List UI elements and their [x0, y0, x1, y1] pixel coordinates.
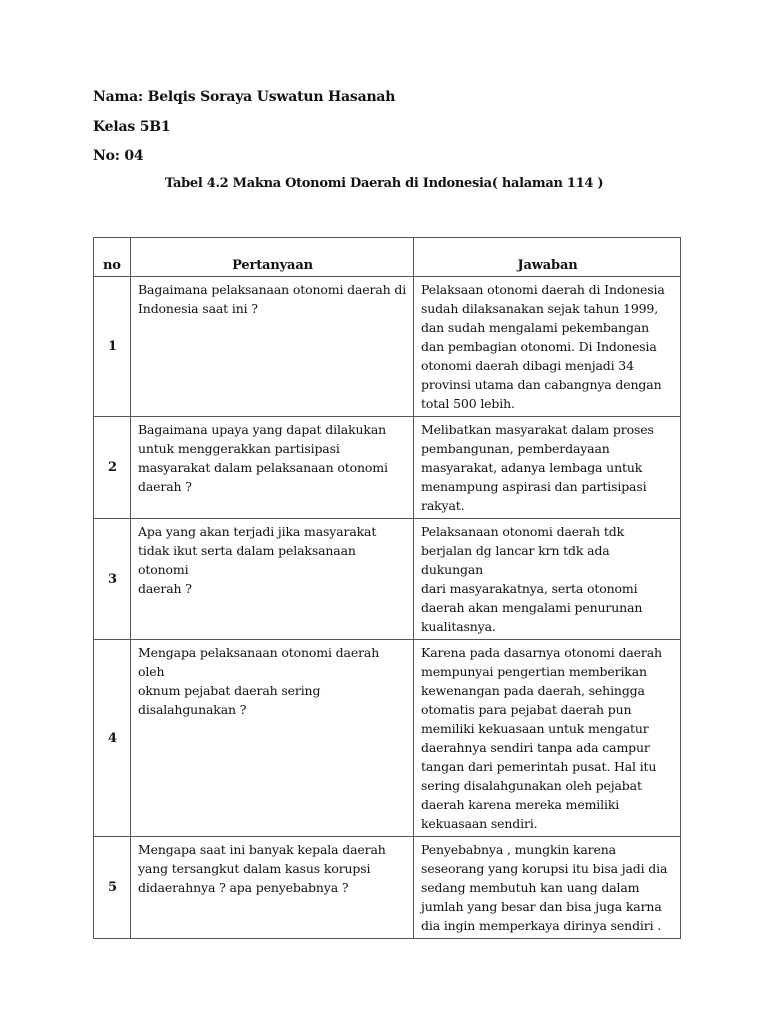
answer-cell: Karena pada dasarnya otonomi daerah mempunyai pengertian memberikan kewenangan pada daerah, sehingga otomatis para pejabat daerah pun memiliki kekuasaan untuk mengatur daerahnya sendiri tanpa ada campur tangan dari pemerintah pusat. Hal itu sering disalahgunakan oleh pejabat daerah karena mereka memiliki kekuasaan sendiri.: [414, 640, 681, 837]
question-cell: Bagaimana upaya yang dapat dilakukan untuk menggerakkan partisipasi masyarakat dalam pelaksanaan otonomi daerah ?: [131, 417, 414, 519]
table-header-row: [94, 238, 681, 277]
table-caption: Tabel 4.2 Makna Otonomi Daerah di Indonesia( halaman 114 ): [164, 176, 604, 191]
answer-cell: Pelaksanaan otonomi daerah tdk berjalan dg lancar krn tdk ada dukungan dari masyarakatnya, serta otonomi daerah akan mengalami penurunan kualitasnya.: [414, 519, 681, 640]
answer-cell: Penyebabnya , mungkin karena seseorang yang korupsi itu bisa jadi dia sedang membutuh kan uang dalam jumlah yang besar dan bisa juga karna dia ingin memperkaya dirinya sendiri .: [414, 837, 681, 939]
row-number: 5: [94, 837, 131, 939]
qa-table: [93, 237, 681, 939]
column-header-answer: Jawaban: [414, 238, 681, 277]
answer-cell: Melibatkan masyarakat dalam proses pembangunan, pemberdayaan masyarakat, adanya lembaga untuk menampung aspirasi dan partisipasi rakyat.: [414, 417, 681, 519]
row-number: 4: [94, 640, 131, 837]
question-cell: Mengapa saat ini banyak kepala daerah yang tersangkut dalam kasus korupsi didaerahnya ? apa penyebabnya ?: [131, 837, 414, 939]
question-cell: Mengapa pelaksanaan otonomi daerah oleh oknum pejabat daerah sering disalahgunakan ?: [131, 640, 414, 837]
table-row: [94, 640, 681, 837]
question-cell: Bagaimana pelaksanaan otonomi daerah di Indonesia saat ini ?: [131, 277, 414, 417]
row-number: 2: [94, 417, 131, 519]
student-number: No: 04: [93, 148, 144, 164]
student-class: Kelas 5B1: [93, 119, 171, 135]
table-row: [94, 417, 681, 519]
column-header-no: no: [94, 238, 131, 277]
table-row: [94, 837, 681, 939]
table-row: [94, 519, 681, 640]
row-number: 3: [94, 519, 131, 640]
student-name: Nama: Belqis Soraya Uswatun Hasanah: [93, 89, 396, 105]
question-cell: Apa yang akan terjadi jika masyarakat tidak ikut serta dalam pelaksanaan otonomi daerah ?: [131, 519, 414, 640]
table-row: [94, 277, 681, 417]
column-header-question: Pertanyaan: [131, 238, 414, 277]
answer-cell: Pelaksaan otonomi daerah di Indonesia sudah dilaksanakan sejak tahun 1999, dan sudah mengalami pekembangan dan pembagian otonomi. Di Indonesia otonomi daerah dibagi menjadi 34 provinsi utama dan cabangnya dengan total 500 lebih.: [414, 277, 681, 417]
row-number: 1: [94, 277, 131, 417]
